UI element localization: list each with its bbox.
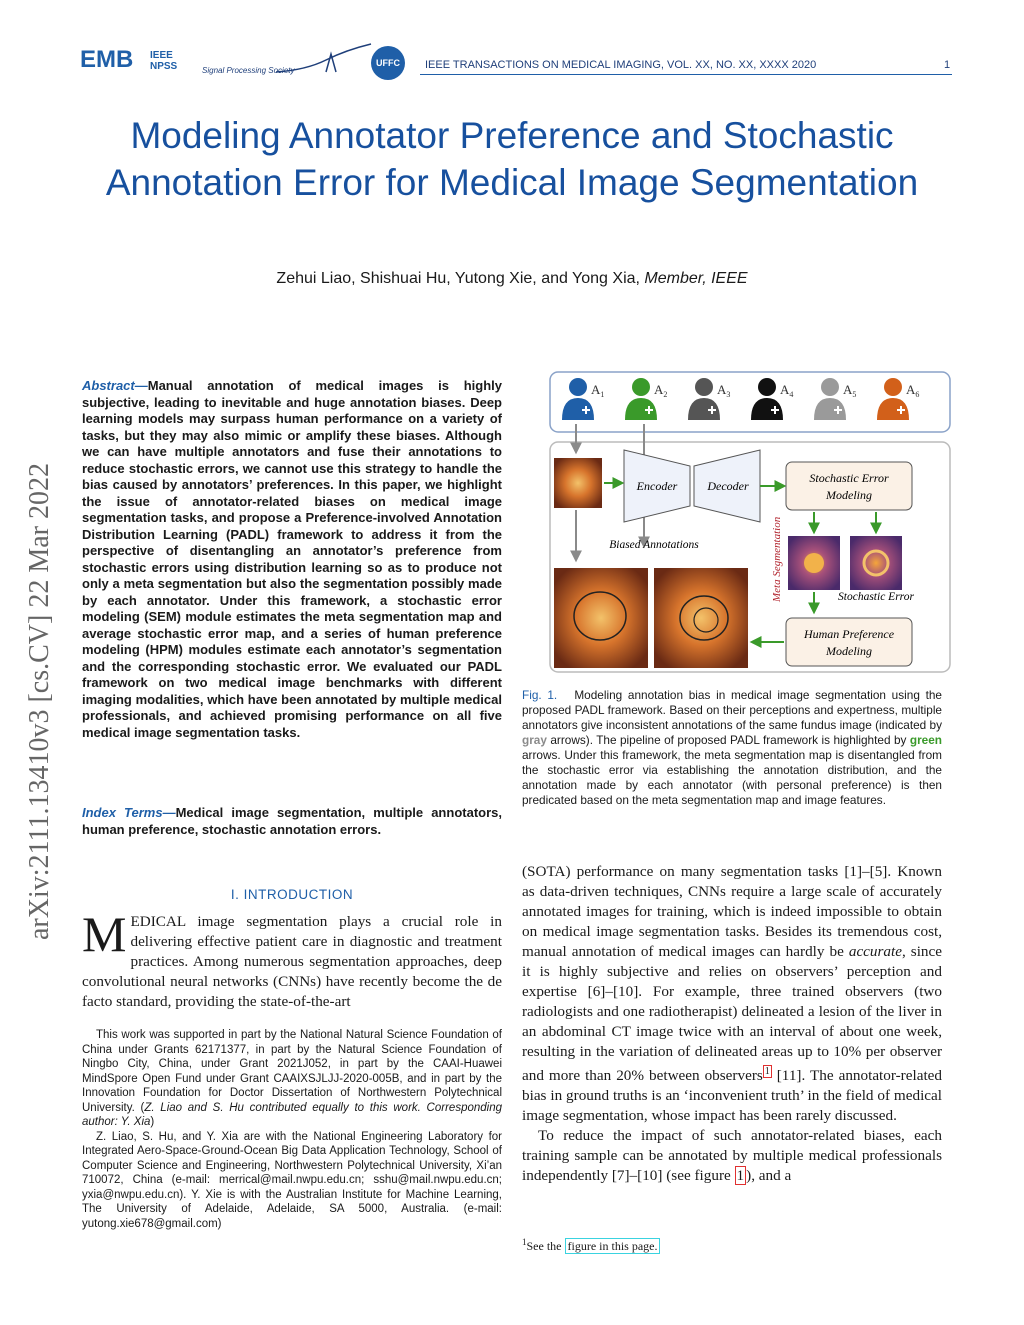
annotator-3-icon (688, 378, 730, 420)
right-paragraph-1 (522, 862, 942, 1126)
caption-text: arrows). The pipeline of proposed PADL framework is highlighted by (546, 733, 910, 747)
annotator-5-icon (814, 378, 856, 420)
index-terms-label: Index Terms— (82, 805, 176, 820)
annotator-subscript: 4 (789, 390, 794, 399)
annotator-subscript: 6 (915, 390, 920, 399)
caption-gray: gray (522, 733, 547, 747)
figure-caption (522, 688, 942, 808)
section-heading: I. INTRODUCTION (230, 887, 354, 902)
caption-text: arrows. Under this framework, the meta segmentation map is disentangled from the stochastic error via establishing the annotation distribution, and the annotation made by each annotator (with personal preference) is then predicated based on the meta segmentation map and image features. (522, 748, 942, 807)
annotator-icons (562, 378, 919, 420)
right-column-text (522, 862, 942, 1186)
authors (60, 270, 964, 288)
emb-logo: EMB (80, 46, 134, 73)
header-logos (80, 40, 410, 80)
annotator-label: $A_6$ (906, 382, 920, 399)
annotator-1-icon (562, 378, 604, 420)
annotator-head (884, 378, 902, 396)
annotator-4-icon (751, 378, 793, 420)
annotator-head (632, 378, 650, 396)
abstract-label: Abstract— (82, 378, 148, 393)
stochastic-error-map (850, 536, 902, 590)
sem-label-line: Stochastic Error (809, 471, 889, 485)
text: To reduce the impact of such annotator-related biases, each training sample can be annotated by multiple medical professionals independently [7]–[10] (see figure (522, 1127, 942, 1185)
abstract-text: Manual annotation of medical images is highly subjective, leading to inevitable and huge annotation biases. Deep learning models may surpass human performance on a variety of tasks, but they may also mimic or amplify these biases. Although we can have multiple annotators and fuse their annotations to reduce stochastic errors, we cannot use this strategy to handle the bias caused by annotators’ preferences. In this paper, we highlight the issue of annotator-related biases on medical image segmentation tasks, and propose a Preference-involved Annotation Distribution Learning (PADL) framework to address it from the perspective of disentangling an annotator’s preference from stochastic errors using distribution learning so as to produce not only a meta segmentation but also the segmentation possibly made by each annotator. Under this framework, a stochastic error modeling (SEM) module estimates the meta segmentation map and average stochastic error map, and a series of human preference modeling (HPM) modules estimate each annotator’s segmentation and the corresponding stochastic error. We evaluated our PADL framework on two medical image benchmarks with different imaging modalities, which have been annotated by multiple medical professionals, and achieved promising performance on all five medical image segmentation tasks. (82, 378, 502, 740)
funding-text: This work was supported in part by the National Natural Science Foundation of China under Grants 62171377, in part by the Natural Science Foundation of Ningbo City, China, under Grant 2021J052, in part by the CAAI-Huawei MindSpore Open Fund under Grant CAAIXSJLJJ-2020-005B, and in part by the Innovation Foundation for Doctor Dissertation of Northwestern Polytechnical University. ( (82, 1029, 502, 1114)
caption-green: green (909, 733, 942, 747)
annotated-fundus-2 (654, 568, 748, 668)
hpm-box (786, 618, 912, 666)
annotator-2-icon (625, 378, 667, 420)
annotator-label: $A_4$ (780, 382, 794, 399)
annotator-subscript: 2 (663, 390, 668, 399)
annotator-head (569, 378, 587, 396)
author-membership: Member, IEEE (644, 270, 748, 287)
index-terms (82, 805, 502, 838)
text: (SOTA) performance on many segmentation tasks [1]–[5]. Known as data-driven techniques, CNNs require a large scale of accurately annotated images for training, which is indeed impossible to obtain on medical image segmentation tasks. Besides its tremendous cost, manual annotation of medical images can hardly be (522, 863, 942, 960)
annotator-subscript: 1 (600, 390, 605, 399)
figure-link[interactable]: 1 (736, 1167, 745, 1185)
sem-label-line: Modeling (826, 488, 872, 502)
annotator-label: $A_2$ (654, 382, 668, 399)
intro-paragraph (82, 906, 502, 1012)
annotator-label: $A_3$ (717, 382, 731, 399)
hpm-label-line: Human Preference (803, 627, 895, 641)
text: ), and a (746, 1167, 792, 1185)
text: [11]. The annotator-related bias in ground truths is an ‘inconvenient truth’ in the field of medical image segmentation, whose impact has been rarely discussed. (522, 1067, 942, 1125)
footnote-1 (522, 1237, 660, 1254)
npss-logo: IEEE NPSS (150, 50, 178, 72)
hpm-label-line: Modeling (826, 644, 872, 658)
caption-text: Modeling annotation bias in medical image segmentation using the proposed PADL framework. Based on their perceptions and expertness, multiple annotators give inconsistent annotations of the same fundus image (indicated by (522, 688, 942, 732)
index-terms-text: Medical image segmentation, multiple annotators, human preference, stochastic annotation errors. (82, 805, 502, 837)
arxiv-stamp: arXiv:2111.13410v3 [cs.CV] 22 Mar 2022 (24, 463, 55, 940)
footnote-text: See the (526, 1239, 565, 1253)
footnote-link[interactable]: 1 (764, 1066, 770, 1077)
journal-header: IEEE TRANSACTIONS ON MEDICAL IMAGING, VOL. XX, NO. XX, XXXX 2020 (425, 59, 817, 71)
sps-logo: Signal Processing Society (202, 66, 295, 75)
encoder-label: Encoder (636, 479, 678, 493)
uffc-logo: UFFC (371, 46, 405, 80)
funding-close: ) (150, 1116, 155, 1128)
stochastic-error-label: Stochastic Error (838, 591, 914, 603)
drop-cap: M (82, 906, 127, 962)
input-fundus-image (554, 458, 602, 508)
meta-cup (804, 553, 824, 573)
footnote-figure-link[interactable]: figure in this page. (565, 1238, 661, 1254)
funding-paragraph (82, 1028, 502, 1130)
funding-note: Z. Liao and S. Hu contributed equally to this work. Corresponding author: Y. Xia (82, 1101, 502, 1128)
annotator-head (821, 378, 839, 396)
biased-annotations-label: Biased Annotations (609, 539, 699, 551)
annotator-label: $A_5$ (843, 382, 857, 399)
emphasis: accurate (848, 943, 902, 960)
annotator-subscript: 5 (852, 390, 857, 399)
annotated-fundus-1 (554, 568, 648, 668)
caption-label: Fig. 1. (522, 688, 558, 702)
right-paragraph-2 (522, 1126, 942, 1186)
figure-1 (548, 370, 956, 675)
footnote-marker: 1 (522, 1237, 527, 1247)
sps-wave-icon (276, 42, 376, 76)
sem-box (786, 462, 912, 510)
affiliation-paragraph: Z. Liao, S. Hu, and Y. Xia are with the National Engineering Laboratory for Integrated Aero-Space-Ground-Ocean Big Data Application Technology, School of Computer Science and Engineering, Northwestern Polytechnical University, Xi’an 710072, China (e-mail: merrical@mail.nwpu.edu.cn; sshu@mail.nwpu.edu.cn; yxia@nwpu.edu.cn). Y. Xie is with the Australian Institute for Machine Learning, The University of Adelaide, Adelaide, SA 5000, Australia. (e-mail: yutong.xie678@gmail.com) (82, 1130, 502, 1230)
text: , since it is highly subjective and relies on observers’ perception and expertise [6]–[10]. For example, three trained observers (two radiologists and one radiotherapist) delineated a lesion of the liver in an abdominal CT image twice with an interval of about one week, resulting in the variation of delineated areas up to 10% per observer and more than 20% between observers (522, 943, 942, 1085)
meta-segmentation-label: Meta Segmentation (771, 516, 783, 602)
author-names: Zehui Liao, Shishuai Hu, Yutong Xie, and Yong Xia, (276, 270, 645, 287)
decoder-label: Decoder (707, 479, 749, 493)
annotator-subscript: 3 (726, 390, 731, 399)
paper-title: Modeling Annotator Preference and Stochastic Annotation Error for Medical Image Segmentation (105, 115, 919, 203)
annotator-6-icon (877, 378, 919, 420)
abstract (82, 378, 502, 741)
annotator-head (758, 378, 776, 396)
annotator-head (695, 378, 713, 396)
page-number: 1 (944, 59, 951, 71)
header-rule (420, 74, 952, 75)
funding-footnote (82, 1028, 502, 1231)
annotator-label: $A_1$ (591, 382, 605, 399)
intro-text: EDICAL image segmentation plays a crucial role in delivering effective patient care in diagnostic and treatment practices. Among numerous segmentation approaches, deep convolutional neural networks (CNNs) have recently become the de facto standard, providing the state-of-the-art (82, 913, 502, 1010)
